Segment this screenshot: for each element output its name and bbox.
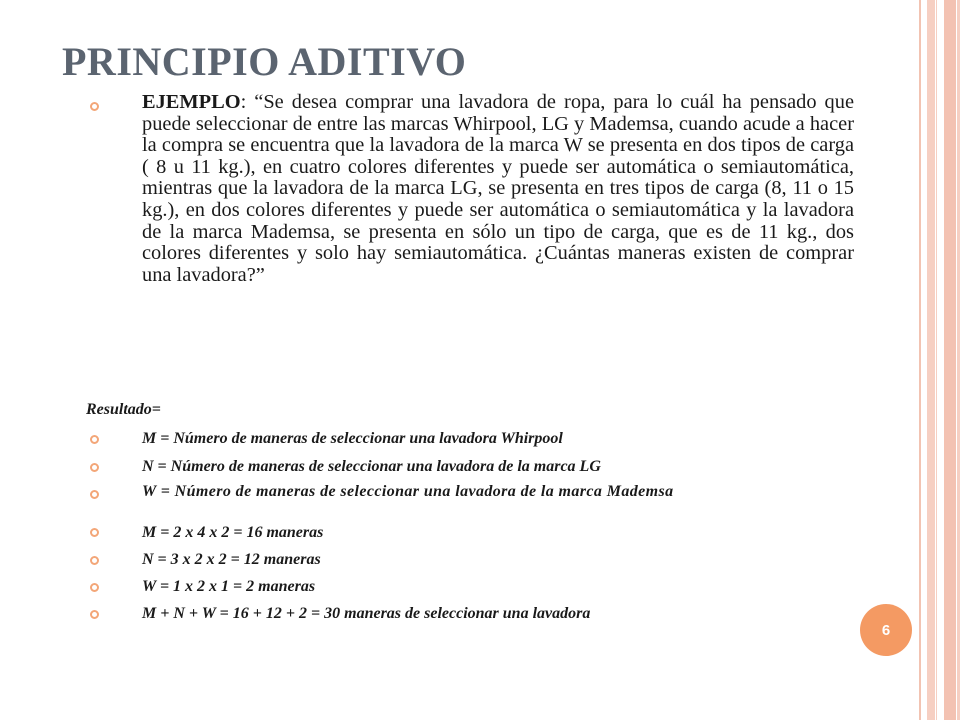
result-item: W = 1 x 2 x 1 = 2 maneras (142, 578, 316, 595)
frame-stripe (927, 0, 935, 720)
result-heading: Resultado= (86, 401, 161, 418)
bullet-icon (90, 435, 99, 444)
bullet-icon (90, 102, 99, 111)
result-item: M = Número de maneras de seleccionar una lavadora Whirpool (142, 430, 563, 447)
example-paragraph (142, 92, 854, 286)
result-item: N = Número de maneras de seleccionar una lavadora de la marca LG (142, 458, 601, 475)
page-number-badge: 6 (860, 604, 912, 656)
example-text: : “Se desea comprar una lavadora de ropa, para lo cuál ha pensado que puede seleccionar de entre las marcas Whirpool, LG y Mademsa, cuando acude a hacer la compra se encuentra que la lavadora de la marca W se presenta en dos tipos de carga ( 8 u 11 kg.), en cuatro colores diferentes y puede ser automática o semiautomática, mientras que la lavadora de la marca LG, se presenta en tres tipos de carga (8, 11 o 15 kg.), en dos colores diferentes y puede ser automática o semiautomática y la lavadora de la marca Mademsa, se presenta en sólo un tipo de carga, que es de 11 kg., dos colores diferentes y solo hay semiautomática. ¿Cuántas maneras existen de comprar una lavadora?” (142, 91, 854, 286)
bullet-icon (90, 610, 99, 619)
slide-title: PRINCIPIO ADITIVO (62, 39, 467, 84)
bullet-icon (90, 528, 99, 537)
example-label: EJEMPLO (142, 91, 241, 113)
result-item: M = 2 x 4 x 2 = 16 maneras (142, 524, 324, 541)
bullet-icon (90, 463, 99, 472)
result-item: M + N + W = 16 + 12 + 2 = 30 maneras de seleccionar una lavadora (142, 605, 591, 622)
frame-stripe (944, 0, 956, 720)
frame-stripe (919, 0, 921, 720)
frame-stripe (936, 0, 937, 720)
bullet-icon (90, 490, 99, 499)
result-item: W = Número de maneras de seleccionar una lavadora de la marca Mademsa (142, 483, 674, 500)
bullet-icon (90, 583, 99, 592)
bullet-icon (90, 556, 99, 565)
result-item: N = 3 x 2 x 2 = 12 maneras (142, 551, 321, 568)
